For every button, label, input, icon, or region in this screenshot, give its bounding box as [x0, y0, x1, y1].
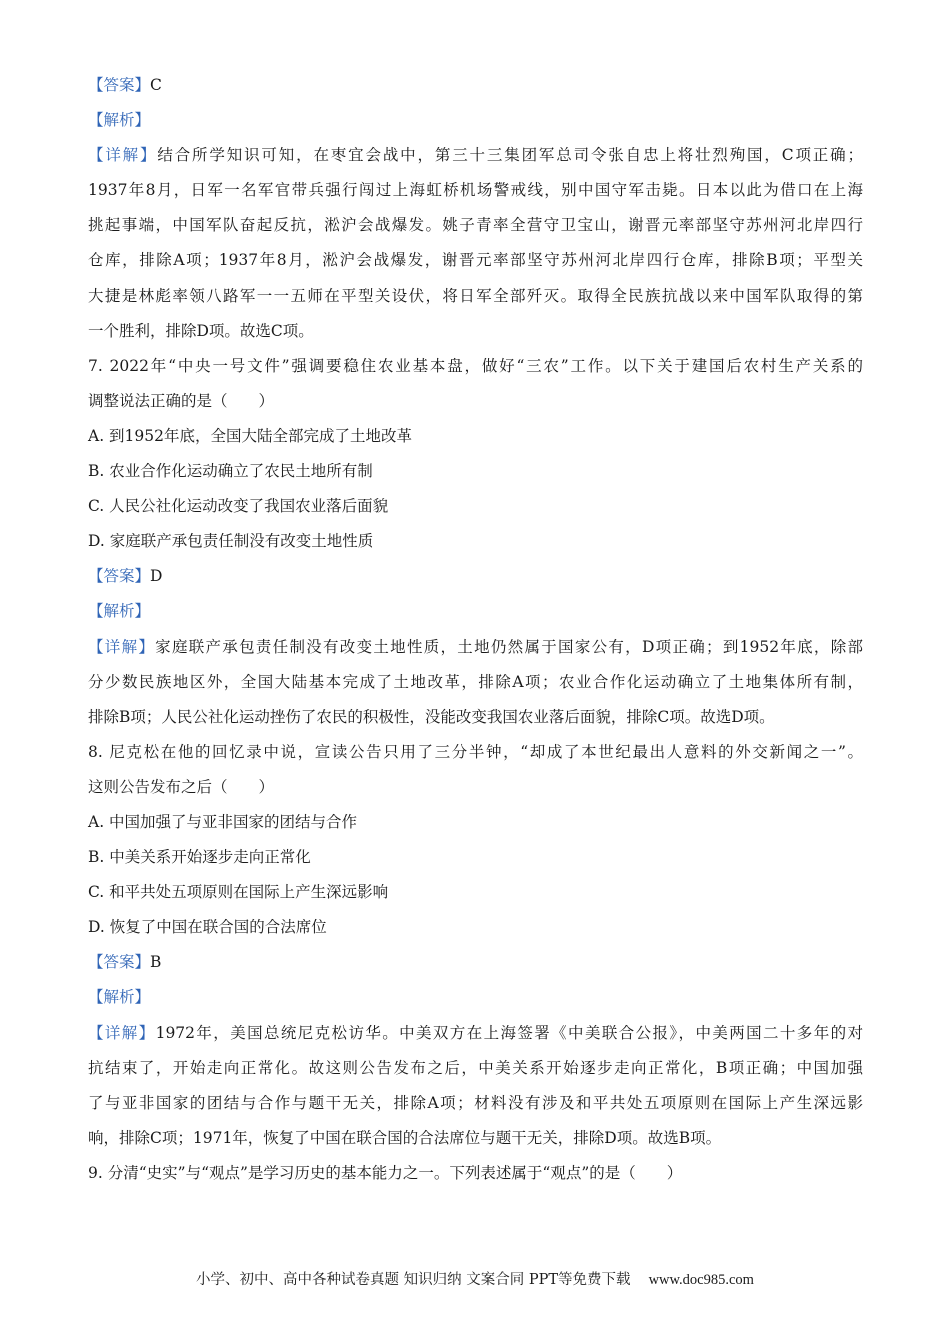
- answer-tag: 【答案】: [88, 76, 151, 94]
- option-b: B. 中美关系开始逐步走向正常化: [88, 848, 311, 867]
- question-stem: 7. 2022年“中央一号文件”强调要稳住农业基本盘，做好“三农”工作。以下关于建国后农村生产关系的: [88, 356, 863, 375]
- detail-line: 仓库，排除A项；1937年8月，淞沪会战爆发，谢晋元率部坚守苏州河北岸四行仓库，排除B项；平型关: [88, 251, 863, 270]
- analysis-line: [88, 103, 863, 138]
- question-stem: 调整说法正确的是（ ）: [88, 391, 275, 410]
- option-a: A. 中国加强了与亚非国家的团结与合作: [88, 812, 358, 831]
- page-footer: [0, 1268, 950, 1289]
- answer-tag: 【答案】: [88, 953, 151, 972]
- detail-line: 大捷是林彪率领八路军一一五师在平型关设伏，将日军全部歼灭。取得全民族抗战以来中国军队取得的第: [88, 286, 863, 305]
- document-page: [88, 68, 863, 1191]
- answer-line: [88, 559, 863, 594]
- option-d: D. 家庭联产承包责任制没有改变土地性质: [88, 532, 374, 551]
- answer-line: [88, 945, 863, 980]
- detail-line: 抗结束了，开始走向正常化。故这则公告发布之后，中美关系开始逐步走向正常化，B项正确；中国加强: [88, 1058, 863, 1077]
- detail-tag: 【详解】: [88, 637, 156, 656]
- analysis-tag: 【解析】: [88, 602, 151, 621]
- detail-line: 排除B项；人民公社化运动挫伤了农民的积极性，没能改变我国农业落后面貌，排除C项。故选D项。: [88, 707, 775, 726]
- question-stem: 9. 分清“史实”与“观点”是学习历史的基本能力之一。下列表述属于“观点”的是（ ）: [88, 1163, 683, 1182]
- answer-line: [88, 68, 863, 103]
- detail-line: 一个胜利，排除D项。故选C项。: [88, 321, 314, 340]
- option-c: C. 和平共处五项原则在国际上产生深远影响: [88, 883, 389, 902]
- question-stem: 8. 尼克松在他的回忆录中说，宣读公告只用了三分半钟，“却成了本世纪最出人意料的外交新闻之一”。: [88, 742, 863, 761]
- footer-text: 小学、初中、高中各种试卷真题 知识归纳 文案合同 PPT等免费下载: [196, 1272, 631, 1288]
- answer-tag: 【答案】: [88, 567, 151, 586]
- analysis-tag: 【解析】: [88, 988, 151, 1007]
- detail-line: 响，排除C项；1971年，恢复了中国在联合国的合法席位与题干无关，排除D项。故选B项。: [88, 1128, 722, 1147]
- detail-line: 了与亚非国家的团结与合作与题干无关，排除A项；材料没有涉及和平共处五项原则在国际上产生深远影: [88, 1093, 863, 1112]
- option-a: A. 到1952年底，全国大陆全部完成了土地改革: [88, 426, 412, 445]
- option-b: B. 农业合作化运动确立了农民土地所有制: [88, 462, 373, 481]
- question-stem: 这则公告发布之后（ ）: [88, 777, 275, 796]
- detail-tag: 【详解】: [88, 146, 158, 165]
- detail-line: 1937年8月，日军一名军官带兵强行闯过上海虹桥机场警戒线，别中国守军击毙。日本以此为借口在上海: [88, 181, 863, 200]
- detail-line: [88, 138, 863, 173]
- answer-value: D: [150, 567, 163, 586]
- detail-text: 结合所学知识可知，在枣宜会战中，第三十三集团军总司令张自忠上将壮烈殉国，C项正确；: [157, 146, 863, 165]
- detail-line: 分少数民族地区外，全国大陆基本完成了土地改革，排除A项；农业合作化运动确立了土地集体所有制，: [88, 672, 863, 691]
- detail-line: 挑起事端，中国军队奋起反抗，淞沪会战爆发。姚子青率全营守卫宝山，谢晋元率部坚守苏州河北岸四行: [88, 216, 863, 235]
- detail-text: 家庭联产承包责任制没有改变土地性质，土地仍然属于国家公有，D项正确；到1952年底，除部: [155, 637, 863, 656]
- detail-line: [88, 630, 863, 665]
- answer-value: C: [150, 76, 162, 94]
- option-d: D. 恢复了中国在联合国的合法席位: [88, 918, 327, 937]
- footer-site-link[interactable]: www.doc985.com: [648, 1272, 754, 1288]
- analysis-line: [88, 594, 863, 629]
- option-c: C. 人民公社化运动改变了我国农业落后面貌: [88, 497, 389, 516]
- analysis-line: [88, 980, 863, 1015]
- detail-line: [88, 1016, 863, 1051]
- answer-value: B: [150, 953, 162, 972]
- detail-tag: 【详解】: [88, 1023, 156, 1042]
- analysis-tag: 【解析】: [88, 111, 151, 130]
- detail-text: 1972年，美国总统尼克松访华。中美双方在上海签署《中美联合公报》，中美两国二十多年的对: [155, 1023, 863, 1042]
